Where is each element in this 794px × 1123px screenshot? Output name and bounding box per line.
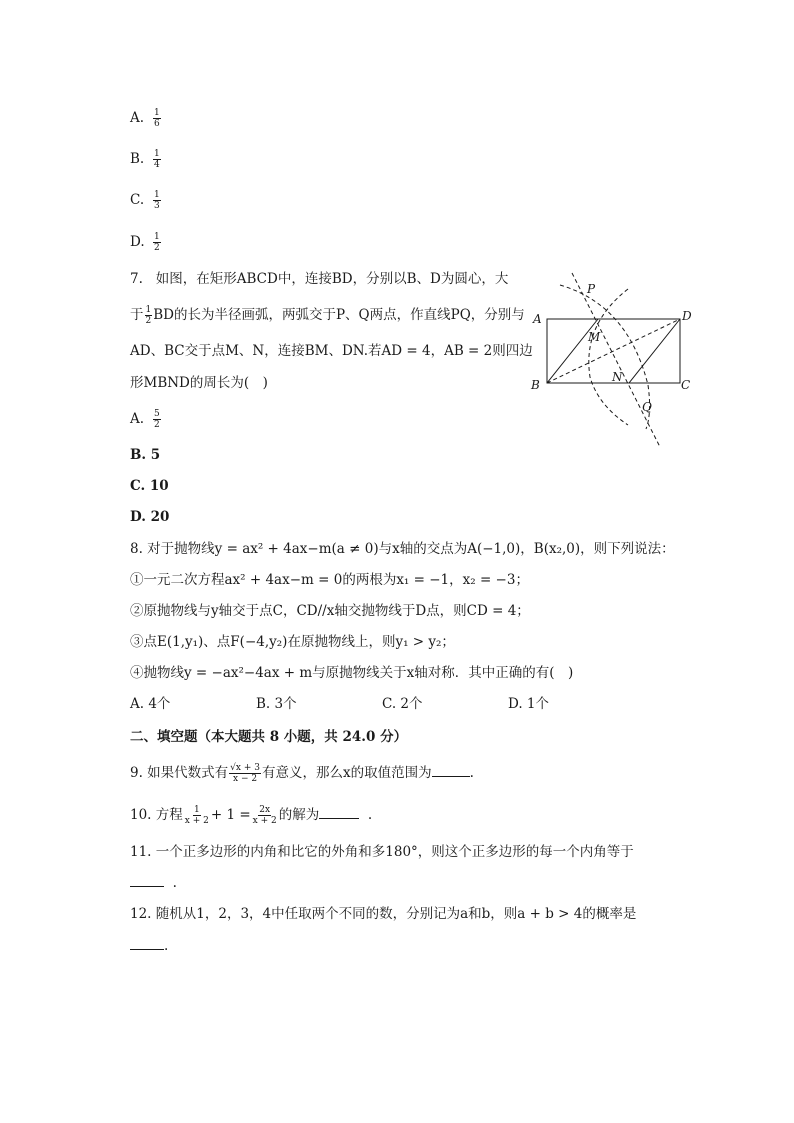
- fraction: [145, 305, 153, 326]
- label-c: C: [681, 378, 691, 392]
- label-q: Q: [642, 400, 652, 414]
- frac-num: 5: [154, 409, 160, 419]
- option-letter: B.: [130, 151, 145, 167]
- answer-blank[interactable]: [432, 776, 470, 777]
- frac-den: x + 2: [252, 816, 277, 826]
- q10-mid: + 1 =: [210, 807, 251, 823]
- segment-bm: [547, 319, 598, 383]
- q9: [130, 763, 474, 784]
- frac-num: 1: [154, 149, 160, 159]
- q8-option-b: B. 3个: [256, 696, 297, 712]
- frac-den: 4: [154, 160, 160, 170]
- q11-line-2: [130, 874, 177, 892]
- fraction: [153, 149, 161, 170]
- label-a: A: [533, 312, 542, 326]
- q8-statement-4: ④抛物线y = −ax²−4ax + m与原抛物线关于x轴对称．其中正确的有( ): [130, 665, 574, 681]
- frac-num: √x + 3: [230, 763, 260, 773]
- frac-den: x + 2: [184, 816, 209, 826]
- q7-option-d: D. 20: [130, 509, 170, 525]
- frac-num: 2x: [259, 805, 271, 815]
- frac-num: 1: [154, 190, 160, 200]
- answer-blank[interactable]: [130, 886, 164, 887]
- frac-den: 3: [154, 201, 160, 211]
- frac-num: 1: [193, 805, 200, 815]
- q6-option-a: [130, 108, 162, 129]
- q6-option-d: [130, 232, 162, 253]
- q7-text: 于: [130, 307, 144, 323]
- q8-statement-3: ③点E(1,y₁)、点F(−4,y₂)在原抛物线上，则y₁ > y₂；: [130, 634, 455, 650]
- option-letter: A.: [130, 110, 145, 126]
- frac-den: 2: [154, 420, 160, 430]
- label-p: P: [587, 282, 596, 296]
- q12-end: .: [164, 938, 169, 954]
- q7-text: BD的长为半径画弧，两弧交于P、Q两点，作直线PQ，分别与: [153, 307, 525, 323]
- frac-num: 1: [154, 232, 160, 242]
- q9-prefix: 9. 如果代数式有: [130, 765, 229, 781]
- option-letter: A.: [130, 411, 145, 427]
- q8-option-c: C. 2个: [382, 696, 423, 712]
- arc-from-d: [589, 289, 628, 425]
- q9-end: .: [469, 765, 474, 781]
- q7-line-1: [130, 270, 508, 288]
- frac-den: 2: [145, 316, 152, 326]
- q12-line-2: [130, 937, 168, 955]
- q10-prefix: 10. 方程: [130, 807, 183, 823]
- q10: [130, 805, 372, 826]
- q7-option-a: [130, 409, 162, 430]
- arc-from-b: [560, 285, 650, 429]
- q11-end: .: [172, 875, 177, 891]
- q10-end: .: [367, 807, 373, 823]
- frac-num: 1: [154, 108, 160, 118]
- q7-option-c: C. 10: [130, 478, 169, 494]
- q7-line-4: 形MBND的周长为( ): [130, 375, 268, 391]
- section-title: 二、填空题（本大题共 8 小题，共 24.0 分）: [130, 729, 408, 745]
- answer-blank[interactable]: [130, 949, 164, 950]
- frac-num: 1: [145, 305, 152, 315]
- frac-den: 2: [154, 243, 160, 253]
- q8-statement-1: ①一元二次方程ax² + 4ax−m = 0的两根为x₁ = −1，x₂ = −3；: [130, 572, 529, 588]
- q8-statement-2: ②原抛物线与y轴交于点C，CD//x轴交抛物线于D点，则CD = 4；: [130, 603, 530, 619]
- q7-option-b: B. 5: [130, 447, 161, 463]
- label-d: D: [682, 309, 692, 323]
- q8-option-d: D. 1个: [508, 696, 550, 712]
- fraction: [229, 763, 261, 784]
- q7-line-2: [130, 305, 525, 326]
- q7-geometry-figure: [520, 265, 700, 455]
- label-n: N: [612, 370, 623, 384]
- q8-option-a: A. 4个: [130, 696, 171, 712]
- segment-dn: [629, 319, 680, 383]
- fraction: [153, 232, 161, 253]
- fraction: [184, 805, 210, 826]
- q7-number: 7.: [130, 271, 143, 287]
- fraction: [153, 409, 161, 430]
- q6-option-c: [130, 190, 162, 211]
- q9-suffix: 有意义，那么x的取值范围为: [261, 765, 432, 781]
- fraction: [153, 190, 161, 211]
- q7-text: 如图，在矩形ABCD中，连接BD，分别以B、D为圆心，大: [155, 271, 509, 287]
- label-b: B: [531, 378, 540, 392]
- option-letter: C.: [130, 192, 145, 208]
- q11-line-1: 11. 一个正多边形的内角和比它的外角和多180°，则这个正多边形的每一个内角等于: [130, 844, 634, 860]
- fraction: [252, 805, 278, 826]
- q6-option-b: [130, 149, 162, 170]
- q7-line-3: AD、BC交于点M、N，连接BM、DN.若AD = 4，AB = 2则四边: [130, 343, 533, 359]
- frac-den: 6: [154, 119, 160, 129]
- option-letter: D.: [130, 234, 145, 250]
- q12-line-1: 12. 随机从1，2，3，4中任取两个不同的数，分别记为a和b，则a + b > 4的概率是: [130, 906, 637, 922]
- fraction: [153, 108, 161, 129]
- q8-stem: 8. 对于抛物线y = ax² + 4ax−m(a ≠ 0)与x轴的交点为A(−1,0)，B(x₂,0)，则下列说法：: [130, 541, 675, 557]
- answer-blank[interactable]: [319, 818, 359, 819]
- frac-den: x − 2: [233, 774, 258, 784]
- q10-suffix: 的解为: [278, 807, 320, 823]
- label-m: M: [588, 330, 601, 344]
